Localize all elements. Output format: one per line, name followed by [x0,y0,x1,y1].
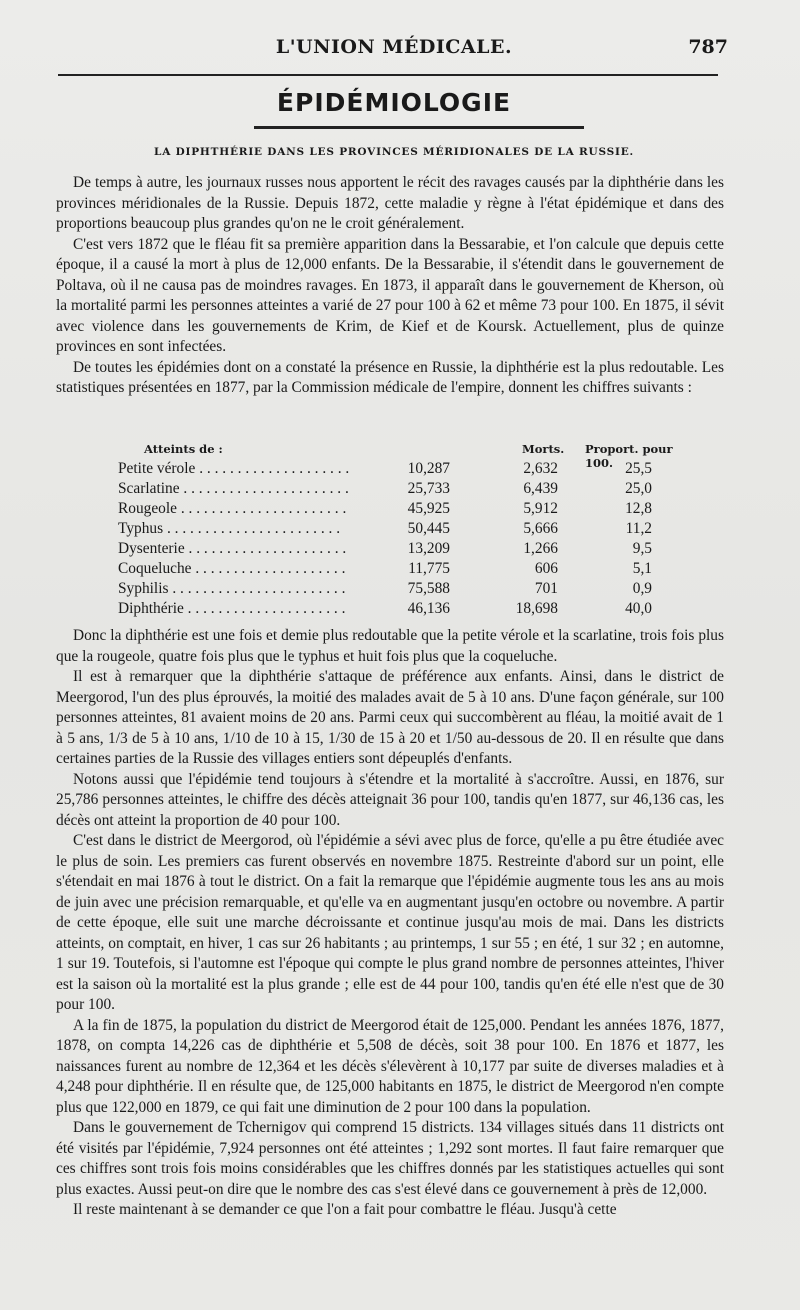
disease-name: Typhus . . . [118,520,350,538]
table-row [118,460,698,480]
proport-value: 12,8 [625,500,652,517]
table-row [118,580,698,600]
disease-name: Scarlatine . . . [118,480,350,498]
proport-value: 40,0 [625,600,652,617]
morts-value: 6,439 [523,480,558,497]
table-row [118,540,698,560]
mortality-table [118,442,698,618]
morts-value: 18,698 [515,600,558,617]
proport-value: 25,0 [625,480,652,497]
proport-value: 9,5 [632,540,652,557]
atteints-value: 11,775 [408,560,450,577]
proport-value: 11,2 [625,520,652,537]
atteints-value: 75,588 [407,580,450,597]
disease-name: Diphthérie . . . [118,600,350,618]
paragraph: A la fin de 1875, la population du district de Meergorod était de 125,000. Pendant les années 1876, 1877, 1878, on compta 14,226 cas de diphthérie et 5,508 de décès, soit 38 pour 100. En 1876 et 1877, les naissances furent au nombre de 12,364 et les décès s'élevèrent à 10,177 par suite de diverses maladies et à 4,248 pour diphthérie. Il en résulte que, de 125,000 habitants en 1875, le district de Meergorod n'en compte plus que 122,000 en 1879, ce qui fait une diminution de 2 pour 100 dans la population. [56,1016,724,1116]
disease-name: Coqueluche . . . [118,560,350,578]
running-title: L'UNION MÉDICALE. [275,36,513,58]
atteints-value: 10,287 [407,460,450,477]
paragraph: Donc la diphthérie est une fois et demie plus redoutable que la petite vérole et la scarlatine, trois fois plus que la rougeole, quatre fois plus que le typhus et huit fois plus que la coqueluche. [56,627,724,665]
morts-value: 5,912 [523,500,558,517]
disease-name: Rougeole . . . [118,500,350,518]
disease-name: Dysenterie . . . [118,540,350,558]
table-row [118,500,698,520]
atteints-value: 13,209 [407,540,450,557]
morts-value: 2,632 [523,460,558,477]
atteints-value: 45,925 [407,500,450,517]
body-text [56,626,724,1221]
table-header-proport: Proport. pour 100. [585,442,673,470]
intro-text [56,173,724,399]
table-header-atteints: Atteints de : [144,442,223,456]
table-header-morts: Morts. [522,442,565,456]
morts-value: 606 [534,560,558,577]
running-head [60,36,728,76]
article-title: LA DIPHTHÉRIE DANS LES PROVINCES MÉRIDIONALES DE LA RUSSIE. [154,146,634,158]
table-row [118,480,698,500]
proport-value: 5,1 [632,560,652,577]
disease-name: Petite vérole . . . [118,460,350,478]
morts-value: 1,266 [523,540,558,557]
table-row [118,520,698,540]
paragraph: C'est vers 1872 que le fléau fit sa première apparition dans la Bessarabie, et l'on calcule que depuis cette époque, il a causé la mort à plus de 12,000 enfants. De la Bessarabie, il s'étendit dans le gouvernement de Poltava, où il ne causa pas de moindres ravages. En 1873, il apparaît dans le gouvernement de Kherson, où la mortalité parmi les personnes atteintes a varié de 27 pour 100 à 62 et même 73 pour 100. En 1875, il sévit avec violence dans les gouvernements de Krim, de Kief et de Koursk. Actuellement, plus de quinze provinces en sont infectées. [56,235,724,355]
atteints-value: 46,136 [407,600,450,617]
paragraph: C'est dans le district de Meergorod, où l'épidémie a sévi avec plus de force, qu'elle a pu être étudiée avec le plus de soin. Les premiers cas furent observés en novembre 1875. Restreinte d'abord sur un point, elle s'étendait en mai 1876 à tout le district. On a fait la remarque que l'épidémie augmente tous les ans au mois de juin avec une précision remarquable, et qu'elle va en augmentant jusqu'en octobre ou novembre. A partir de cette époque, elle suit une marche décroissante et continue jusqu'au mois de mai. Dans les districts atteints, on comptait, en hiver, 1 cas sur 26 habitants ; au printemps, 1 sur 55 ; en été, 1 sur 32 ; en automne, 1 sur 19. Toutefois, si l'automne est l'époque qui compte le plus grand nombre de personnes atteintes, l'hiver est la saison où la mortalité est la plus grande ; elle est de 44 pour 100, tandis qu'en été elle n'est que de 30 pour 100. [56,832,724,1013]
morts-value: 701 [534,580,558,597]
title-underline [254,126,584,129]
morts-value: 5,666 [523,520,558,537]
table-row [118,600,698,620]
disease-name: Syphilis . . . [118,580,350,598]
paragraph: Il reste maintenant à se demander ce que l'on a fait pour combattre le fléau. Jusqu'à cette [73,1201,617,1218]
paragraph: De toutes les épidémies dont on a constaté la présence en Russie, la diphthérie est la plus redoutable. Les statistiques présentées en 1877, par la Commission médicale de l'empire, donnent les chiffres suivants : [56,358,724,396]
proport-value: 25,5 [625,460,652,477]
paragraph: Notons aussi que l'épidémie tend toujours à s'étendre et la mortalité à s'accroître. Aussi, en 1876, sur 25,786 personnes atteintes, le chiffre des décès atteignait 36 pour 100, tandis qu'en 1877, sur 46,136 cas, les décès ont atteint la proportion de 40 pour 100. [56,770,724,829]
paragraph: De temps à autre, les journaux russes nous apportent le récit des ravages causés par la diphthérie dans les provinces méridionales de la Russie. Depuis 1872, cette maladie y règne à l'état épidémique et dans des proportions beaucoup plus grandes qu'on ne le croit généralement. [56,174,724,232]
proport-value: 0,9 [632,580,652,597]
table-row [118,560,698,580]
atteints-value: 50,445 [407,520,450,537]
header-rule [58,74,718,76]
page-number: 787 [688,36,728,58]
atteints-value: 25,733 [407,480,450,497]
paragraph: Il est à remarquer que la diphthérie s'attaque de préférence aux enfants. Ainsi, dans le district de Meergorod, l'un des plus éprouvés, la moitié des malades avait de 5 à 10 ans. D'une façon générale, sur 100 personnes atteintes, 81 avaient moins de 20 ans. Parmi ceux qui succombèrent au fléau, la moitié avait de 1 à 5 ans, 1/3 de 5 à 10 ans, 1/10 de 10 à 15, 1/30 de 15 à 20 et 1/50 au-dessous de 20. Il en résulte que dans certaines parties de la Russie des villages entiers sont dépeuplés d'enfants. [56,668,724,767]
paragraph: Dans le gouvernement de Tchernigov qui comprend 15 districts. 134 villages situés dans 11 districts ont été visités par l'épidémie, 7,924 personnes ont été atteintes ; 1,292 sont mortes. Il faut faire remarquer que ces chiffres sont trois fois moins considérables que les chiffres donnés par les statistiques actuelles qui sont plus exactes. Aussi peut-on dire que le nombre des cas s'est élevé dans ce gouvernement à près de 12,000. [56,1119,724,1198]
section-title: ÉPIDÉMIOLOGIE [276,88,512,117]
